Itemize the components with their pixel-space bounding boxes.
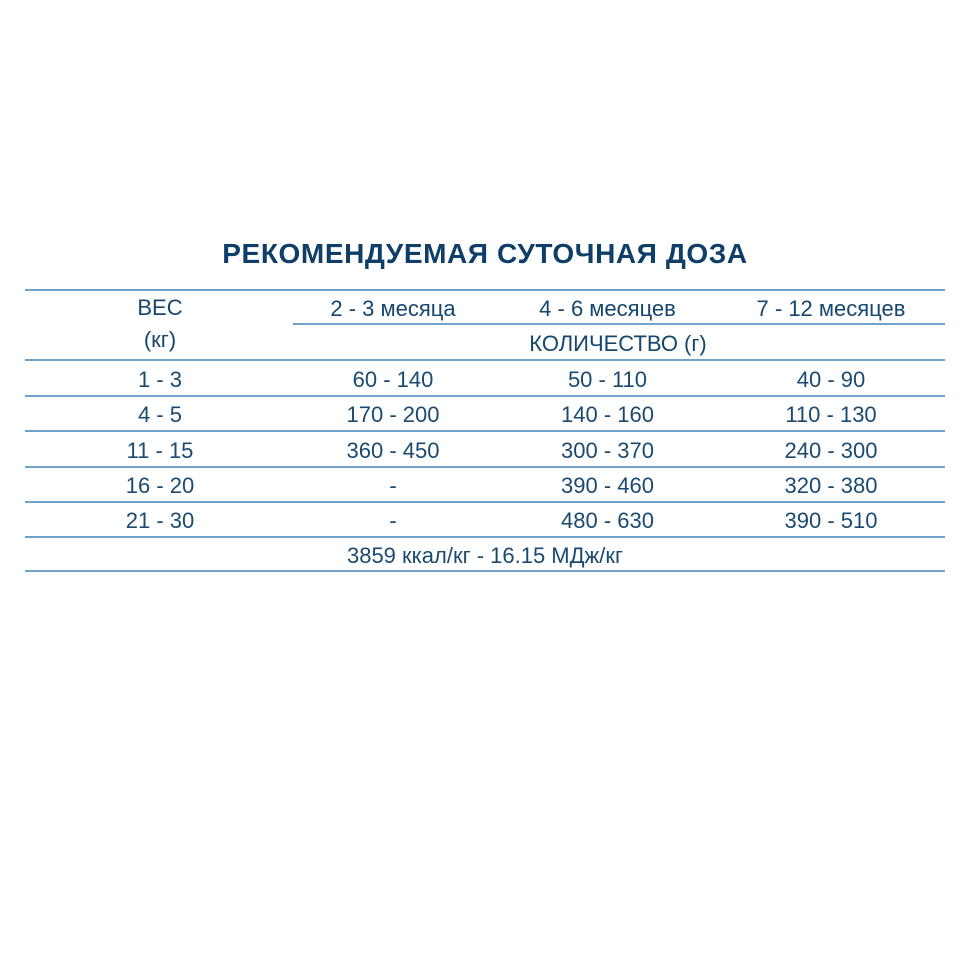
energy-value-footer: 3859 ккал/кг - 16.15 МДж/кг (346, 543, 624, 568)
weight-cell: 16 - 20 (125, 473, 195, 498)
quantity-cell: 320 - 380 (784, 473, 878, 498)
rule-bottom (25, 570, 945, 572)
quantity-cell: 170 - 200 (346, 402, 440, 427)
rule-row-5 (25, 536, 945, 538)
rule-age-underline (293, 323, 945, 325)
weight-cell: 11 - 15 (126, 438, 194, 463)
rule-row-2 (25, 430, 945, 432)
quantity-cell: 60 - 140 (352, 367, 434, 392)
quantity-cell: 300 - 370 (561, 438, 654, 463)
quantity-cell: 480 - 630 (561, 508, 654, 533)
quantity-cell: 360 - 450 (346, 438, 440, 463)
quantity-cell: 50 - 110 (567, 367, 648, 392)
quantity-cell: 240 - 300 (784, 438, 878, 463)
quantity-cell: - (389, 473, 397, 498)
quantity-cell: 40 - 90 (796, 367, 866, 392)
weight-header: ВЕС (137, 295, 183, 320)
weight-cell: 4 - 5 (137, 402, 183, 427)
age-column-header: 4 - 6 месяцев (539, 296, 676, 321)
quantity-cell: 140 - 160 (561, 402, 654, 427)
quantity-cell: 390 - 460 (561, 473, 654, 498)
quantity-cell: 390 - 510 (784, 508, 878, 533)
quantity-cell: - (389, 508, 397, 533)
table-title: РЕКОМЕНДУЕМАЯ СУТОЧНАЯ ДОЗА (222, 238, 748, 269)
rule-row-3 (25, 466, 945, 468)
weight-cell: 21 - 30 (125, 508, 195, 533)
weight-cell: 1 - 3 (137, 367, 183, 392)
rule-top (25, 289, 945, 291)
age-column-header: 7 - 12 месяцев (756, 296, 906, 321)
rule-row-4 (25, 501, 945, 503)
rule-row-1 (25, 395, 945, 397)
rule-header-bottom (25, 359, 945, 361)
weight-unit-header: (кг) (143, 327, 177, 352)
age-column-header: 2 - 3 месяца (330, 296, 456, 321)
quantity-header: КОЛИЧЕСТВО (г) (529, 331, 707, 356)
quantity-cell: 110 - 130 (785, 402, 877, 427)
